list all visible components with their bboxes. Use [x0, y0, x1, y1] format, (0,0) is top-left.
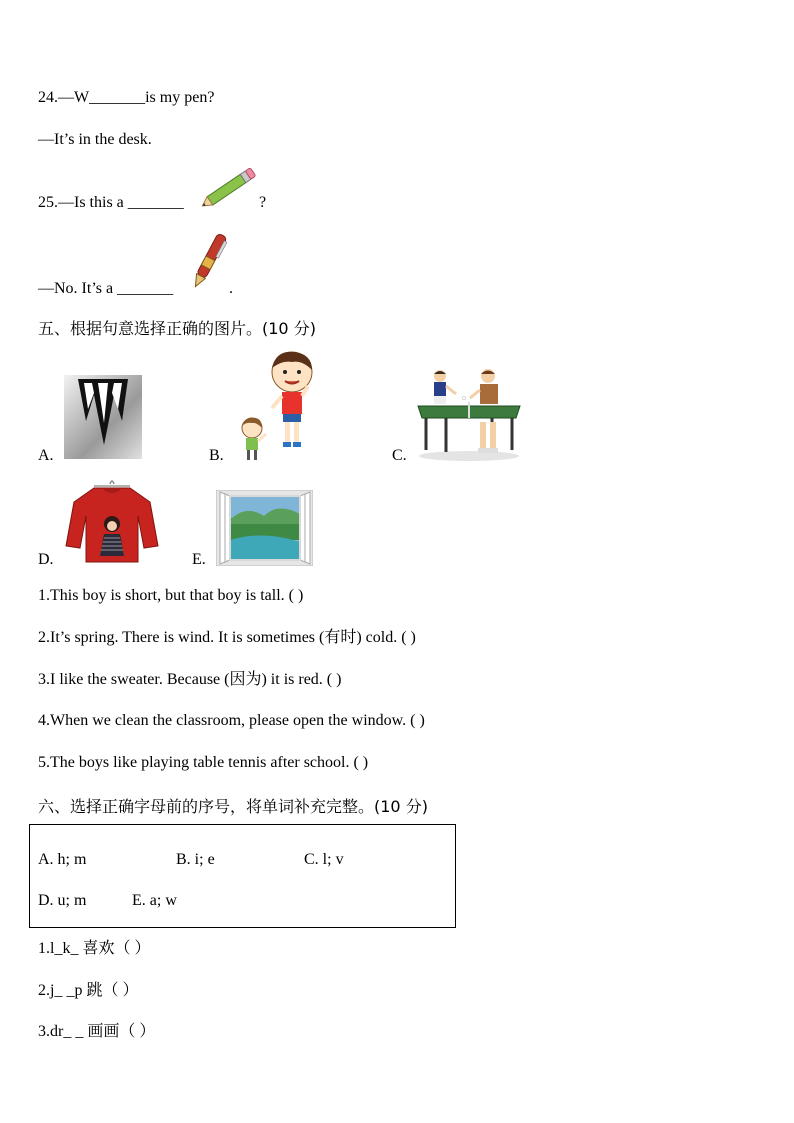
q24-question: 24.—W_______is my pen? — [38, 89, 215, 106]
q25-period: . — [229, 280, 233, 297]
letter-option-d: D. u; m — [38, 892, 87, 909]
section5-question-4: 4.When we clean the classroom, please open the window. ( ) — [38, 712, 425, 729]
table-tennis-image — [416, 368, 522, 462]
letter-option-c: C. l; v — [304, 851, 344, 868]
letter-option-b: B. i; e — [176, 851, 215, 868]
section6-heading: 六、选择正确字母前的序号，将单词补充完整。(10 分) — [38, 797, 428, 816]
section6-question-3: 3.dr_ _ 画画（ ） — [38, 1023, 156, 1040]
option-e-label: E. — [192, 551, 206, 568]
option-c-label: C. — [392, 447, 407, 464]
section6-question-2: 2.j_ _p 跳（ ） — [38, 982, 139, 999]
letter-options-box — [29, 824, 456, 928]
letter-option-e: E. a; w — [132, 892, 177, 909]
option-d-label: D. — [38, 551, 54, 568]
q25-answer-text: —No. It’s a _______ — [38, 280, 174, 297]
q24-answer: —It’s in the desk. — [38, 131, 152, 148]
option-b-label: B. — [209, 447, 224, 464]
wind-sign-image — [64, 375, 142, 459]
q25-question-text: 25.—Is this a _______ — [38, 194, 184, 211]
section5-question-1: 1.This boy is short, but that boy is tall. ( ) — [38, 587, 304, 604]
section5-question-5: 5.The boys like playing table tennis after school. ( ) — [38, 754, 369, 771]
q25-question-mark: ? — [259, 194, 267, 211]
section6-question-1: 1.l_k_ 喜欢（ ） — [38, 940, 151, 957]
section5-question-3: 3.I like the sweater. Because (因为) it is red. ( ) — [38, 671, 342, 688]
pen-icon — [188, 228, 230, 294]
open-window-image — [216, 490, 313, 566]
option-a-label: A. — [38, 447, 54, 464]
section5-question-2: 2.It’s spring. There is wind. It is sometimes (有时) cold. ( ) — [38, 629, 416, 646]
red-sweater-image — [64, 476, 160, 566]
section5-heading: 五、根据句意选择正确的图片。(10 分) — [38, 319, 316, 338]
tall-short-boys-image — [236, 348, 318, 462]
q25-question — [38, 193, 184, 213]
pencil-icon — [196, 164, 262, 212]
letter-option-a: A. h; m — [38, 851, 87, 868]
q25-answer — [38, 279, 173, 299]
